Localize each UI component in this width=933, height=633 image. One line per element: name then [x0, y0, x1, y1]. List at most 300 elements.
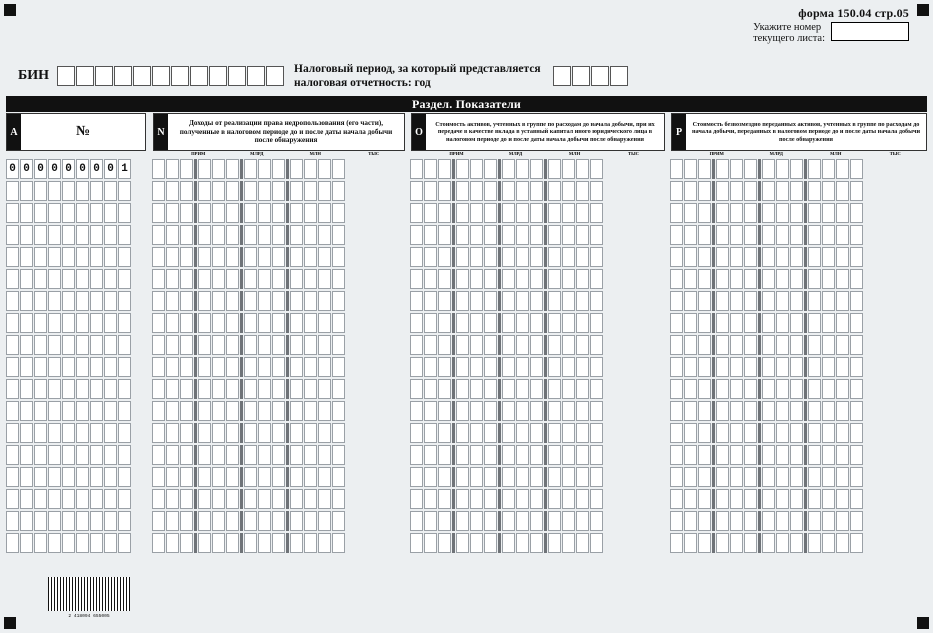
value-cell[interactable] — [762, 247, 775, 267]
value-cell[interactable] — [318, 357, 331, 377]
value-cell[interactable] — [226, 533, 239, 553]
row-number-cell[interactable] — [20, 445, 33, 465]
value-cell[interactable] — [576, 401, 589, 421]
value-cell[interactable] — [562, 423, 575, 443]
value-cell[interactable] — [304, 401, 317, 421]
value-cell[interactable] — [410, 335, 423, 355]
value-cell[interactable] — [502, 423, 515, 443]
value-cell[interactable] — [332, 181, 345, 201]
value-cell[interactable] — [484, 379, 497, 399]
value-cell[interactable] — [180, 159, 193, 179]
value-cell[interactable] — [822, 401, 835, 421]
value-cell[interactable] — [684, 401, 697, 421]
value-cell[interactable] — [684, 291, 697, 311]
value-cell[interactable] — [836, 269, 849, 289]
value-cell[interactable] — [808, 357, 821, 377]
row-number-cell[interactable] — [6, 467, 19, 487]
value-cell[interactable] — [484, 159, 497, 179]
row-number-cell[interactable] — [34, 357, 47, 377]
value-cell[interactable] — [762, 379, 775, 399]
row-number-cell[interactable] — [6, 379, 19, 399]
value-cell[interactable] — [166, 335, 179, 355]
row-number-cell[interactable] — [20, 291, 33, 311]
row-number-cell[interactable] — [104, 379, 117, 399]
value-cell[interactable] — [484, 401, 497, 421]
value-cell[interactable] — [290, 247, 303, 267]
value-cell[interactable] — [762, 269, 775, 289]
value-cell[interactable] — [166, 203, 179, 223]
row-number-cell[interactable] — [34, 203, 47, 223]
value-cell[interactable] — [808, 247, 821, 267]
value-cell[interactable] — [836, 401, 849, 421]
value-cell[interactable] — [776, 489, 789, 509]
value-cell[interactable] — [152, 467, 165, 487]
value-cell[interactable] — [698, 489, 711, 509]
value-cell[interactable] — [272, 379, 285, 399]
value-cell[interactable] — [548, 313, 561, 333]
value-cell[interactable] — [562, 489, 575, 509]
value-cell[interactable] — [808, 379, 821, 399]
value-cell[interactable] — [850, 511, 863, 531]
value-cell[interactable] — [304, 203, 317, 223]
value-cell[interactable] — [790, 423, 803, 443]
value-cell[interactable] — [590, 313, 603, 333]
value-cell[interactable] — [290, 203, 303, 223]
value-cell[interactable] — [562, 269, 575, 289]
value-cell[interactable] — [484, 181, 497, 201]
value-cell[interactable] — [484, 225, 497, 245]
value-cell[interactable] — [258, 533, 271, 553]
row-number-group[interactable] — [6, 379, 146, 401]
value-cell[interactable] — [290, 379, 303, 399]
value-cell[interactable] — [438, 225, 451, 245]
value-cell[interactable] — [152, 335, 165, 355]
value-group-p[interactable] — [670, 533, 926, 555]
value-cell[interactable] — [836, 247, 849, 267]
value-group-p[interactable] — [670, 467, 926, 489]
value-cell[interactable] — [790, 291, 803, 311]
row-number-cell[interactable] — [76, 423, 89, 443]
value-cell[interactable] — [502, 401, 515, 421]
value-cell[interactable] — [258, 247, 271, 267]
value-cell[interactable] — [502, 225, 515, 245]
value-cell[interactable] — [304, 291, 317, 311]
value-cell[interactable] — [304, 247, 317, 267]
value-cell[interactable] — [166, 247, 179, 267]
value-cell[interactable] — [590, 423, 603, 443]
value-cell[interactable] — [590, 291, 603, 311]
value-cell[interactable] — [198, 533, 211, 553]
row-number-cell[interactable] — [118, 225, 131, 245]
value-cell[interactable] — [332, 225, 345, 245]
value-cell[interactable] — [244, 181, 257, 201]
value-cell[interactable] — [730, 357, 743, 377]
value-cell[interactable] — [290, 489, 303, 509]
value-cell[interactable] — [198, 357, 211, 377]
value-cell[interactable] — [456, 203, 469, 223]
value-cell[interactable] — [258, 269, 271, 289]
row-number-cell[interactable] — [90, 423, 103, 443]
value-cell[interactable] — [180, 247, 193, 267]
value-cell[interactable] — [850, 313, 863, 333]
value-cell[interactable] — [290, 467, 303, 487]
value-group-o[interactable] — [410, 291, 664, 313]
value-cell[interactable] — [502, 159, 515, 179]
value-cell[interactable] — [180, 181, 193, 201]
value-cell[interactable] — [244, 511, 257, 531]
row-number-cell[interactable] — [76, 225, 89, 245]
value-cell[interactable] — [776, 379, 789, 399]
value-cell[interactable] — [530, 291, 543, 311]
value-cell[interactable] — [212, 489, 225, 509]
value-cell[interactable] — [516, 511, 529, 531]
input-cell[interactable] — [114, 66, 132, 86]
value-group-p[interactable] — [670, 445, 926, 467]
value-group-n[interactable] — [152, 423, 404, 445]
value-cell[interactable] — [716, 181, 729, 201]
value-cell[interactable] — [180, 225, 193, 245]
value-cell[interactable] — [332, 357, 345, 377]
value-cell[interactable] — [516, 357, 529, 377]
value-cell[interactable] — [790, 445, 803, 465]
value-cell[interactable] — [470, 203, 483, 223]
value-cell[interactable] — [776, 269, 789, 289]
value-cell[interactable] — [730, 225, 743, 245]
value-cell[interactable] — [332, 401, 345, 421]
row-number-cell[interactable] — [34, 467, 47, 487]
row-number-group[interactable] — [6, 423, 146, 445]
row-number-cell[interactable] — [34, 533, 47, 553]
row-number-cell[interactable] — [48, 269, 61, 289]
row-number-group[interactable] — [6, 181, 146, 203]
value-group-p[interactable] — [670, 357, 926, 379]
value-cell[interactable] — [244, 203, 257, 223]
value-cell[interactable] — [590, 225, 603, 245]
row-number-cell[interactable] — [104, 335, 117, 355]
value-cell[interactable] — [670, 445, 683, 465]
row-number-cell[interactable] — [90, 313, 103, 333]
value-cell[interactable] — [684, 159, 697, 179]
value-cell[interactable] — [318, 445, 331, 465]
value-cell[interactable] — [716, 269, 729, 289]
value-cell[interactable] — [516, 225, 529, 245]
value-cell[interactable] — [716, 357, 729, 377]
value-cell[interactable] — [332, 423, 345, 443]
row-number-group[interactable] — [6, 159, 146, 181]
value-cell[interactable] — [470, 247, 483, 267]
value-cell[interactable] — [562, 511, 575, 531]
value-cell[interactable] — [516, 489, 529, 509]
value-cell[interactable] — [272, 269, 285, 289]
value-cell[interactable] — [424, 401, 437, 421]
row-number-cell[interactable] — [76, 269, 89, 289]
value-cell[interactable] — [502, 379, 515, 399]
value-cell[interactable] — [790, 467, 803, 487]
value-cell[interactable] — [470, 511, 483, 531]
row-number-group[interactable] — [6, 533, 146, 555]
value-cell[interactable] — [530, 225, 543, 245]
value-cell[interactable] — [424, 445, 437, 465]
value-cell[interactable] — [180, 313, 193, 333]
value-cell[interactable] — [790, 335, 803, 355]
value-cell[interactable] — [530, 467, 543, 487]
value-cell[interactable] — [198, 335, 211, 355]
row-number-cell[interactable] — [20, 401, 33, 421]
row-number-group[interactable] — [6, 225, 146, 247]
value-cell[interactable] — [744, 225, 757, 245]
value-cell[interactable] — [166, 467, 179, 487]
input-cell[interactable] — [610, 66, 628, 86]
value-group-n[interactable] — [152, 269, 404, 291]
value-cell[interactable] — [438, 335, 451, 355]
value-group-o[interactable] — [410, 511, 664, 533]
value-cell[interactable] — [530, 401, 543, 421]
row-number-cell[interactable] — [48, 247, 61, 267]
value-cell[interactable] — [670, 335, 683, 355]
value-cell[interactable] — [684, 379, 697, 399]
input-cell[interactable] — [133, 66, 151, 86]
value-cell[interactable] — [198, 445, 211, 465]
input-cell[interactable] — [95, 66, 113, 86]
value-cell[interactable] — [272, 467, 285, 487]
row-number-cell[interactable] — [48, 401, 61, 421]
value-cell[interactable] — [836, 423, 849, 443]
value-cell[interactable] — [670, 269, 683, 289]
value-cell[interactable] — [438, 247, 451, 267]
row-number-cell[interactable] — [76, 533, 89, 553]
row-number-cell[interactable] — [48, 511, 61, 531]
value-cell[interactable] — [166, 269, 179, 289]
value-cell[interactable] — [470, 401, 483, 421]
value-cell[interactable] — [226, 489, 239, 509]
value-cell[interactable] — [744, 313, 757, 333]
value-cell[interactable] — [670, 423, 683, 443]
value-cell[interactable] — [180, 445, 193, 465]
row-number-cell[interactable] — [104, 533, 117, 553]
value-group-o[interactable] — [410, 489, 664, 511]
value-group-n[interactable] — [152, 291, 404, 313]
value-cell[interactable] — [180, 291, 193, 311]
value-cell[interactable] — [332, 291, 345, 311]
value-cell[interactable] — [850, 357, 863, 377]
value-cell[interactable] — [152, 291, 165, 311]
row-number-cell[interactable] — [6, 181, 19, 201]
value-cell[interactable] — [790, 489, 803, 509]
value-group-n[interactable] — [152, 247, 404, 269]
value-cell[interactable] — [762, 445, 775, 465]
value-cell[interactable] — [244, 379, 257, 399]
value-cell[interactable] — [212, 379, 225, 399]
row-number-cell[interactable] — [62, 269, 75, 289]
value-cell[interactable] — [548, 291, 561, 311]
value-cell[interactable] — [762, 401, 775, 421]
value-cell[interactable] — [744, 423, 757, 443]
value-cell[interactable] — [304, 269, 317, 289]
row-number-group[interactable] — [6, 247, 146, 269]
row-number-cell[interactable] — [20, 511, 33, 531]
value-cell[interactable] — [198, 269, 211, 289]
value-cell[interactable] — [424, 533, 437, 553]
value-group-n[interactable] — [152, 401, 404, 423]
value-cell[interactable] — [212, 511, 225, 531]
row-number-group[interactable] — [6, 401, 146, 423]
value-cell[interactable] — [776, 357, 789, 377]
row-number-cell[interactable] — [20, 379, 33, 399]
value-cell[interactable] — [670, 467, 683, 487]
value-cell[interactable] — [424, 225, 437, 245]
value-cell[interactable] — [304, 181, 317, 201]
value-cell[interactable] — [424, 423, 437, 443]
value-cell[interactable] — [562, 401, 575, 421]
row-number-cell[interactable] — [104, 423, 117, 443]
value-cell[interactable] — [470, 313, 483, 333]
value-cell[interactable] — [152, 247, 165, 267]
value-group-o[interactable] — [410, 335, 664, 357]
value-cell[interactable] — [808, 203, 821, 223]
value-cell[interactable] — [456, 401, 469, 421]
row-number-cell[interactable]: 0 — [20, 159, 33, 179]
input-cell[interactable] — [171, 66, 189, 86]
value-cell[interactable] — [744, 445, 757, 465]
value-cell[interactable] — [244, 357, 257, 377]
value-cell[interactable] — [438, 269, 451, 289]
value-cell[interactable] — [290, 269, 303, 289]
value-cell[interactable] — [152, 533, 165, 553]
value-cell[interactable] — [684, 511, 697, 531]
value-cell[interactable] — [410, 489, 423, 509]
value-cell[interactable] — [332, 511, 345, 531]
value-cell[interactable] — [290, 335, 303, 355]
value-cell[interactable] — [410, 401, 423, 421]
value-cell[interactable] — [304, 423, 317, 443]
value-cell[interactable] — [548, 423, 561, 443]
value-cell[interactable] — [850, 159, 863, 179]
value-cell[interactable] — [438, 357, 451, 377]
value-cell[interactable] — [456, 423, 469, 443]
value-cell[interactable] — [438, 313, 451, 333]
value-cell[interactable] — [290, 181, 303, 201]
value-cell[interactable] — [424, 335, 437, 355]
value-cell[interactable] — [808, 489, 821, 509]
row-number-cell[interactable] — [48, 533, 61, 553]
value-cell[interactable] — [850, 181, 863, 201]
input-cell[interactable] — [591, 66, 609, 86]
value-cell[interactable] — [698, 335, 711, 355]
value-cell[interactable] — [850, 401, 863, 421]
value-cell[interactable] — [318, 181, 331, 201]
value-cell[interactable] — [836, 467, 849, 487]
value-cell[interactable] — [776, 423, 789, 443]
value-cell[interactable] — [258, 489, 271, 509]
row-number-cell[interactable] — [6, 291, 19, 311]
value-cell[interactable] — [318, 467, 331, 487]
row-number-cell[interactable]: 0 — [34, 159, 47, 179]
value-cell[interactable] — [744, 489, 757, 509]
row-number-cell[interactable] — [48, 357, 61, 377]
value-cell[interactable] — [684, 423, 697, 443]
value-cell[interactable] — [410, 445, 423, 465]
value-cell[interactable] — [590, 511, 603, 531]
row-number-cell[interactable] — [34, 225, 47, 245]
row-number-cell[interactable] — [76, 181, 89, 201]
value-cell[interactable] — [166, 313, 179, 333]
value-cell[interactable] — [670, 401, 683, 421]
value-cell[interactable] — [212, 247, 225, 267]
value-cell[interactable] — [698, 159, 711, 179]
value-cell[interactable] — [244, 225, 257, 245]
value-cell[interactable] — [410, 225, 423, 245]
value-cell[interactable] — [684, 467, 697, 487]
value-cell[interactable] — [776, 401, 789, 421]
value-cell[interactable] — [530, 489, 543, 509]
value-cell[interactable] — [576, 181, 589, 201]
value-cell[interactable] — [590, 489, 603, 509]
value-cell[interactable] — [258, 159, 271, 179]
row-number-cell[interactable] — [34, 379, 47, 399]
row-number-cell[interactable] — [90, 357, 103, 377]
value-cell[interactable] — [318, 247, 331, 267]
value-cell[interactable] — [484, 335, 497, 355]
value-cell[interactable] — [484, 269, 497, 289]
value-cell[interactable] — [226, 247, 239, 267]
row-number-cell[interactable] — [90, 269, 103, 289]
row-number-group[interactable] — [6, 291, 146, 313]
value-cell[interactable] — [332, 379, 345, 399]
row-number-cell[interactable] — [20, 489, 33, 509]
value-cell[interactable] — [226, 511, 239, 531]
value-cell[interactable] — [484, 357, 497, 377]
row-number-cell[interactable] — [34, 181, 47, 201]
value-cell[interactable] — [304, 313, 317, 333]
value-cell[interactable] — [698, 511, 711, 531]
value-cell[interactable] — [590, 401, 603, 421]
value-cell[interactable] — [438, 159, 451, 179]
row-number-cell[interactable] — [20, 269, 33, 289]
value-cell[interactable] — [562, 445, 575, 465]
value-cell[interactable] — [776, 291, 789, 311]
value-cell[interactable] — [332, 467, 345, 487]
row-number-cell[interactable] — [6, 313, 19, 333]
value-cell[interactable] — [762, 159, 775, 179]
row-number-cell[interactable] — [76, 511, 89, 531]
value-group-n[interactable] — [152, 225, 404, 247]
value-cell[interactable] — [272, 181, 285, 201]
row-number-cell[interactable] — [6, 533, 19, 553]
value-cell[interactable] — [516, 291, 529, 311]
value-cell[interactable] — [470, 423, 483, 443]
value-cell[interactable] — [258, 181, 271, 201]
value-cell[interactable] — [410, 181, 423, 201]
row-number-cell[interactable] — [90, 291, 103, 311]
value-cell[interactable] — [776, 533, 789, 553]
value-cell[interactable] — [318, 489, 331, 509]
value-group-n[interactable] — [152, 445, 404, 467]
value-cell[interactable] — [744, 401, 757, 421]
value-cell[interactable] — [470, 379, 483, 399]
value-cell[interactable] — [822, 313, 835, 333]
bin-input[interactable] — [57, 66, 285, 86]
value-cell[interactable] — [244, 247, 257, 267]
value-cell[interactable] — [318, 379, 331, 399]
value-cell[interactable] — [808, 269, 821, 289]
row-number-cell[interactable] — [62, 225, 75, 245]
row-number-cell[interactable] — [90, 181, 103, 201]
value-cell[interactable] — [198, 225, 211, 245]
row-number-cell[interactable] — [6, 511, 19, 531]
row-number-cell[interactable] — [20, 181, 33, 201]
row-number-cell[interactable] — [20, 533, 33, 553]
row-number-cell[interactable] — [34, 401, 47, 421]
